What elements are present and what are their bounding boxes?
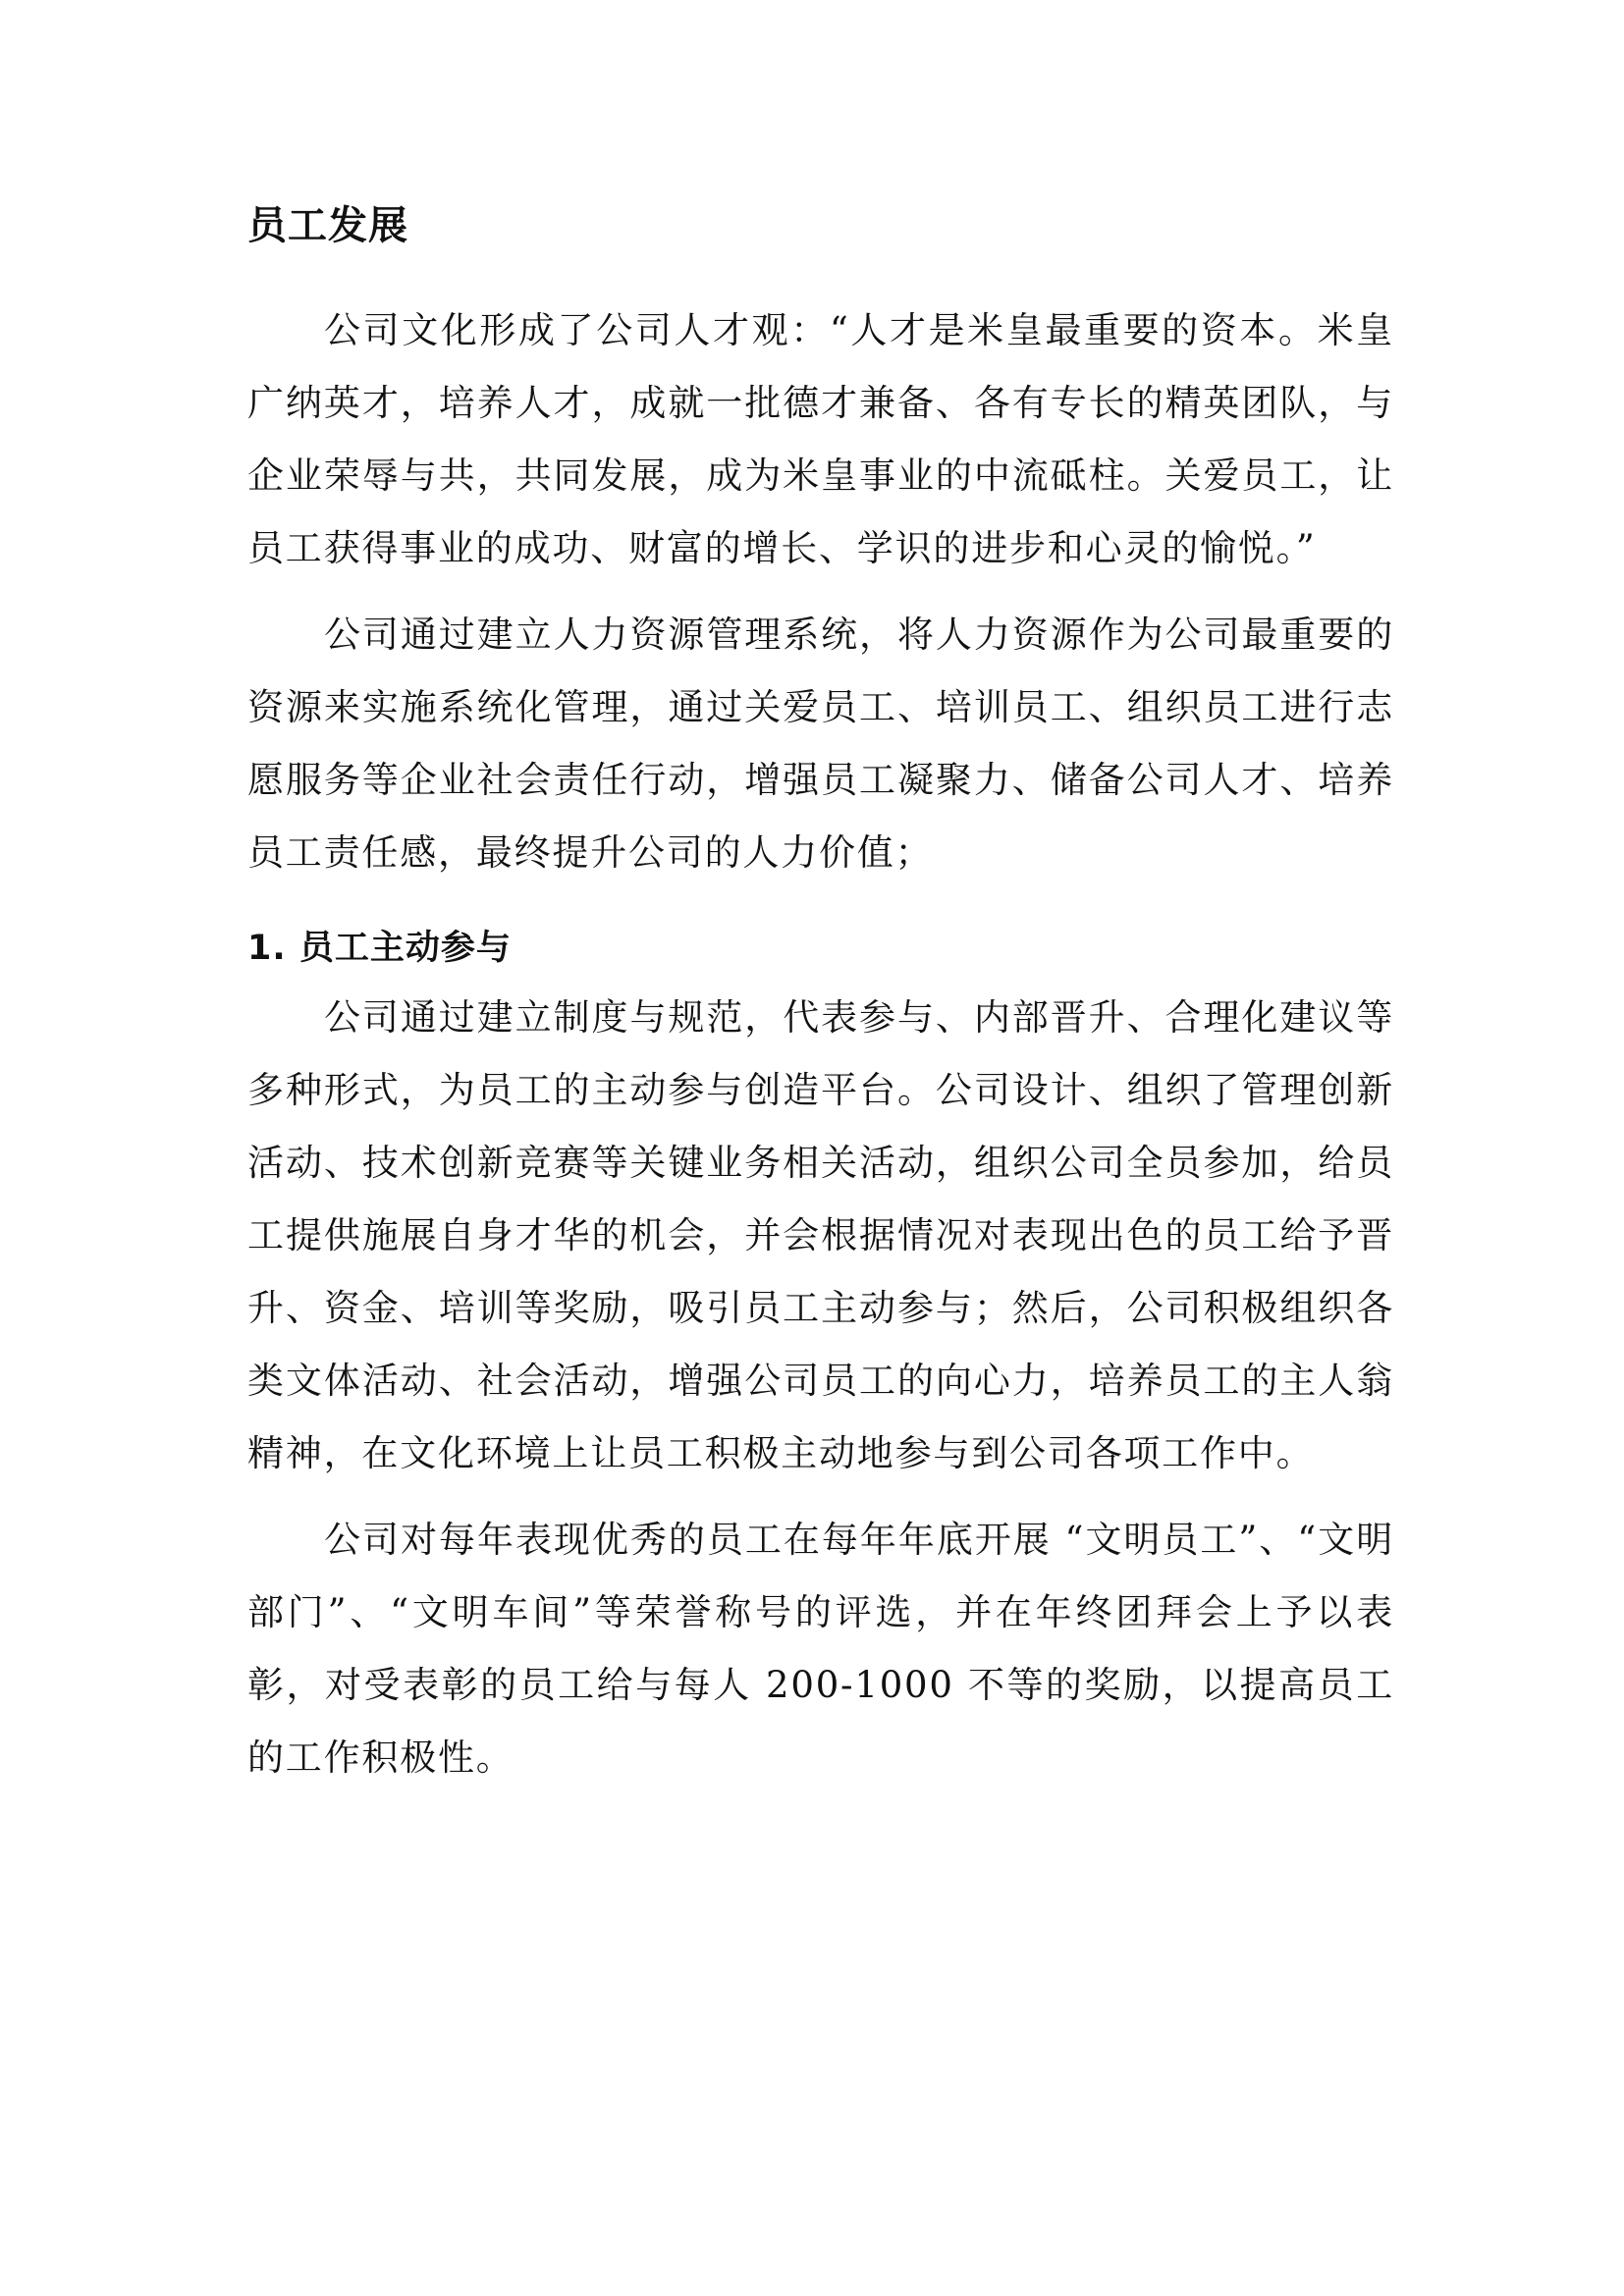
intro-paragraph-1: 公司文化形成了公司人才观：“人才是米皇最重要的资本。米皇广纳英才，培养人才，成就一批德才兼备、各有专长的精英团队，与企业荣辱与共，共同发展，成为米皇事业的中流砥柱。关爱员工，让员工获得事业的成功、财富的增长、学识的进步和心灵的愉悦。” xyxy=(247,309,1394,569)
intro-paragraph-2: 公司通过建立人力资源管理系统，将人力资源作为公司最重要的资源来实施系统化管理，通过关爱员工、培训员工、组织员工进行志愿服务等企业社会责任行动，增强员工凝聚力、储备公司人才、培养员工责任感，最终提升公司的人力价值； xyxy=(247,614,1394,874)
page-title: 员工发展 xyxy=(247,203,408,248)
section-1-heading: 1. 员工主动参与 xyxy=(247,929,512,968)
document-page xyxy=(247,196,1394,1808)
section-1-paragraph-2: 公司对每年表现优秀的员工在每年年底开展 “文明员工”、“文明部门”、“文明车间”等荣誉称号的评选，并在年终团拜会上予以表彰，对受表彰的员工给与每人 200-1000 不等的奖励，以提高员工的工作积极性。 xyxy=(247,1519,1394,1779)
section-1-paragraph-1: 公司通过建立制度与规范，代表参与、内部晋升、合理化建议等多种形式，为员工的主动参与创造平台。公司设计、组织了管理创新活动、技术创新竞赛等关键业务相关活动，组织公司全员参加，给员工提供施展自身才华的机会，并会根据情况对表现出色的员工给予晋升、资金、培训等奖励，吸引员工主动参与；然后，公司积极组织各类文体活动、社会活动，增强公司员工的向心力，培养员工的主人翁精神，在文化环境上让员工积极主动地参与到公司各项工作中。 xyxy=(247,996,1394,1474)
